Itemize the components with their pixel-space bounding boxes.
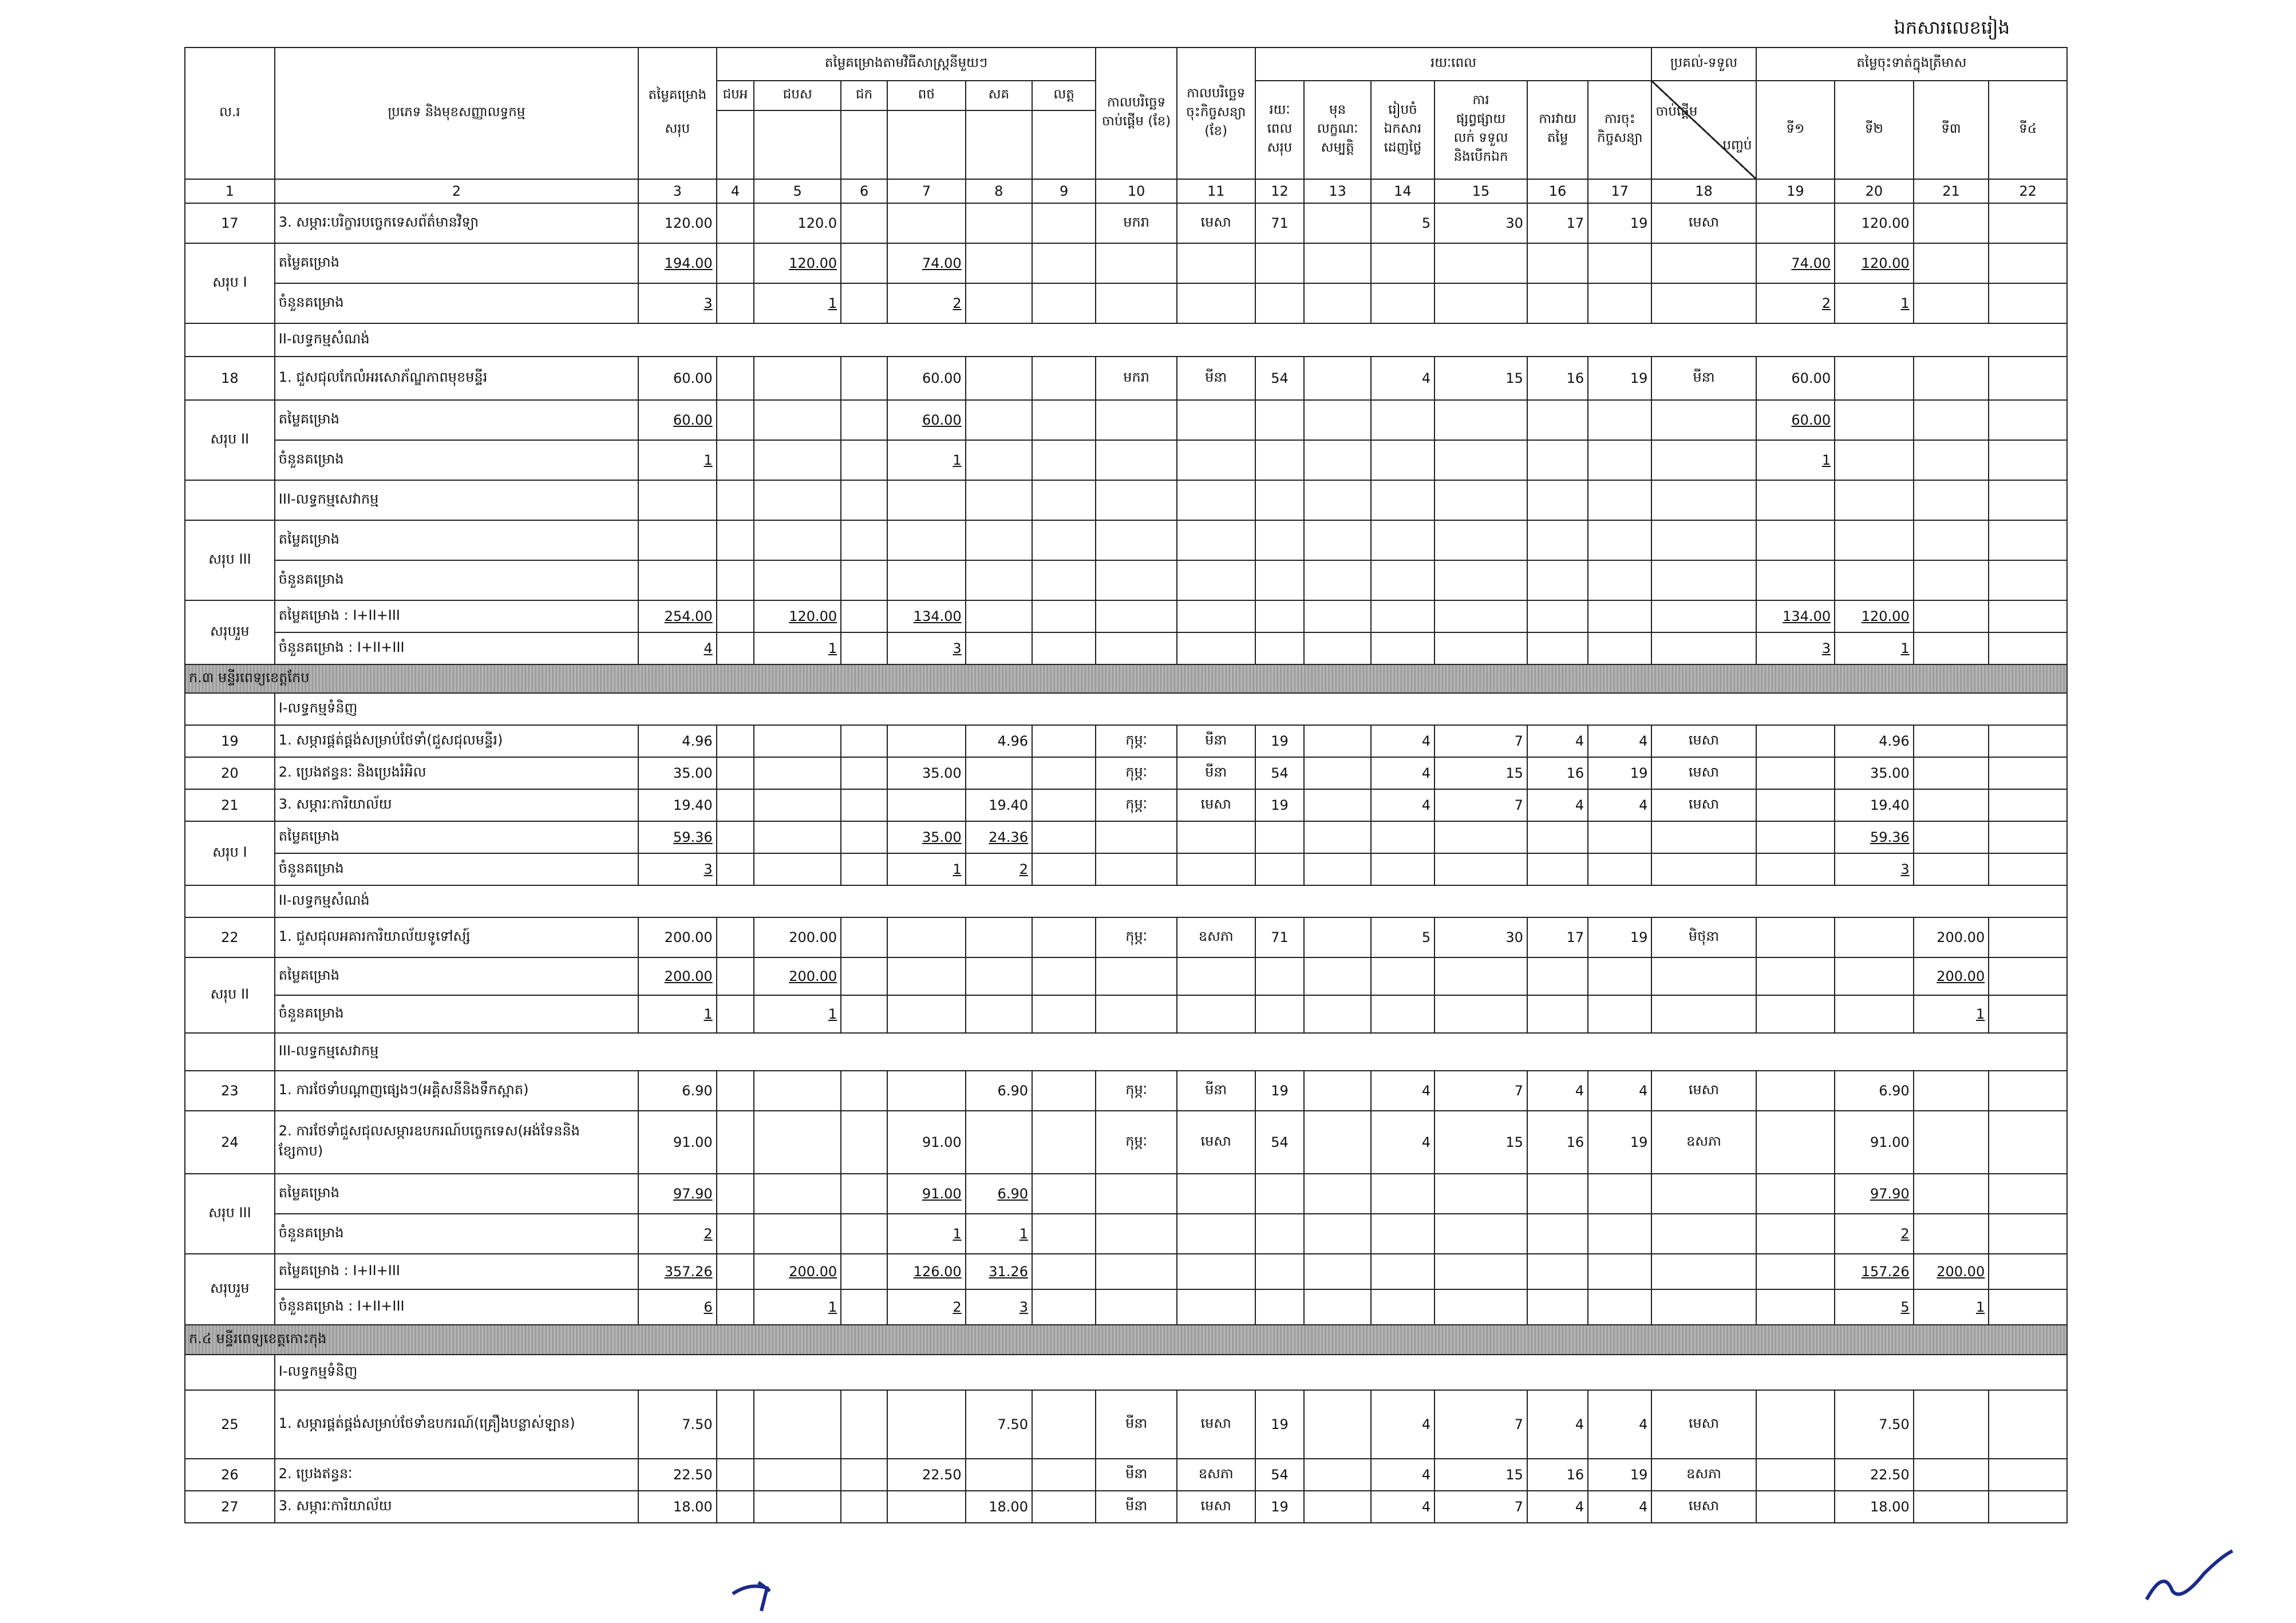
header-delivery: ប្រគល់-ទទួល: [1651, 47, 1756, 81]
header-contract-date: កាលបរិច្ឆេទ ចុះកិច្ចសន្យា (ខែ): [1177, 47, 1255, 179]
total-row: សរុបរួម តម្លៃគម្រោង : I+II+III 357.26 200.00 126.00 31.26 157.26 200.00: [185, 1254, 2067, 1289]
subtotal-row: សរុប II តម្លៃគម្រោង 200.00 200.00 200.00: [185, 957, 2067, 995]
header-dur-docs: រៀបចំ ឯកសារ ដេញថ្លៃ: [1371, 81, 1434, 179]
table-row: 22 1. ជួសជុលអគារការិយាល័យទូទៅស្ស៍ 200.00 200.00 កុម្ភៈ ឧសភា 71 5 30 17 19 មិថុនា 200.00: [185, 917, 2067, 957]
section-row: I-លទ្ធកម្មទំនិញ: [185, 693, 2067, 725]
header-dur-preq: មុន លក្ខណៈ សម្បត្តិ: [1304, 81, 1370, 179]
header-quarter-group: តម្លៃចុះទាត់ក្នុងត្រីមាស: [1756, 47, 2067, 81]
table-row: 26 2. ប្រេងឥន្ធនៈ 22.50 22.50 មីនា ឧសភា 54 4 15 16 19 ឧសភា 22.50: [185, 1459, 2067, 1491]
subtotal-count-row: ចំនួនគម្រោង 3 1 2 3: [185, 853, 2067, 885]
header-est-total: តម្លៃគម្រោង សរុប: [638, 47, 717, 179]
subtotal-row: សរុប III តម្លៃគម្រោង 97.90 91.00 6.90 97.90: [185, 1174, 2067, 1214]
subtotal-count-row: ចំនួនគម្រោង 3 1 2 2 1: [185, 283, 2067, 323]
section-row: I-លទ្ធកម្មទំនិញ: [185, 1355, 2067, 1390]
header-type: ប្រភេទ និងមុខសញ្ញាលទ្ធកម្ម: [275, 47, 638, 179]
subtotal-count-row: ចំនួនគម្រោង 1 1 1: [185, 440, 2067, 480]
table-row: 27 3. សម្ភារៈការិយាល័យ 18.00 18.00 មីនា មេសា 19 4 7 4 4 មេសា 18.00: [185, 1491, 2067, 1523]
header-duration-group: រយៈពេល: [1255, 47, 1652, 81]
section-row: II-លទ្ធកម្មសំណង់: [185, 323, 2067, 357]
section-band-kep: ក.៣ មន្ទីរពេទ្យខេត្តកែប: [185, 664, 2067, 693]
column-index-row: 1 2 3 4 5 6 7 8 9 10 11 12 13 14 15 16 17 18 19 20 21 22: [185, 179, 2067, 203]
header-dur-eval: ការវាយ តម្លៃ: [1527, 81, 1588, 179]
header-dur-total: រយៈ ពេល សរុប: [1255, 81, 1305, 179]
table-row: 19 1. សម្ភារផ្គត់ផ្គង់សម្រាប់ថែទាំ(ជួសជុលមន្ទីរ) 4.96 4.96 កុម្ភៈ មីនា 19 4 7 4 4 មេសា 4.96: [185, 725, 2067, 757]
header-q4: ទី៤: [1989, 81, 2067, 179]
header-method-jk: ជក: [841, 81, 887, 110]
subtotal-row: សរុប III តម្លៃគម្រោង: [185, 520, 2067, 560]
subtotal-count-row: ចំនួនគម្រោង 2 1 1 2: [185, 1214, 2067, 1254]
initial-mark-right: [2141, 1545, 2238, 1608]
table-row: 17 3. សម្ភារៈបរិក្ខារបច្ចេកទេសព័ត៌មានវិទ្យា 120.00 120.0 មករា មេសា 71 5 30 17 19 មេសា 120.00: [185, 203, 2067, 243]
header-dur-contract: ការចុះ កិច្ចសន្យា: [1588, 81, 1651, 179]
document-reference-label: ឯកសារលេខរៀង: [1894, 17, 2010, 38]
table-row: 25 1. សម្ភារផ្គត់ផ្គង់សម្រាប់ថែទាំឧបករណ៍(គ្រឿងបន្លាស់ឡាន) 7.50 7.50 មីនា មេសា 19 4 7 4 4 មេសា 7.50: [185, 1390, 2067, 1459]
table-row: 21 3. សម្ភារៈការិយាល័យ 19.40 19.40 កុម្ភៈ មេសា 19 4 7 4 4 មេសា 19.40: [185, 789, 2067, 821]
subtotal-row: សរុប II តម្លៃគម្រោង 60.00 60.00 60.00: [185, 400, 2067, 440]
total-row: សរុបរួម តម្លៃគម្រោង : I+II+III 254.00 120.00 134.00 134.00 120.00: [185, 600, 2067, 632]
header-method-lt: លត្ត: [1032, 81, 1096, 110]
header-method-sk: សគ: [966, 81, 1032, 110]
procurement-plan-table: [184, 47, 2068, 1523]
subtotal-row: សរុប I តម្លៃគម្រោង 59.36 35.00 24.36 59.36: [185, 821, 2067, 853]
table-row: 20 2. ប្រេងឥន្ធនៈ និងប្រេងរំអិល 35.00 35.00 កុម្ភៈ មីនា 54 4 15 16 19 មេសា 35.00: [185, 757, 2067, 789]
header-delivery-split: ចាប់ផ្ដើម បញ្ចប់: [1651, 81, 1756, 179]
header-q1: ទី១: [1756, 81, 1835, 179]
total-count-row: ចំនួនគម្រោង : I+II+III 4 1 3 3 1: [185, 632, 2067, 664]
section-row: III-លទ្ធកម្មសេវាកម្ម: [185, 1033, 2067, 1071]
header-method-group: តម្លៃគម្រោងតាមវិធីសាស្ត្រនីមួយៗ: [717, 47, 1096, 81]
table-row: 23 1. ការថែទាំបណ្ដាញផ្សេងៗ(អគ្គិសនីនិងទឹកស្អាត) 6.90 6.90 កុម្ភៈ មីនា 19 4 7 4 4 មេសា 6.90: [185, 1071, 2067, 1111]
header-start-date: កាលបរិច្ឆេទ ចាប់ផ្ដើម (ខែ): [1096, 47, 1177, 179]
header-method-jbs: ជបស: [754, 81, 841, 110]
initial-mark-left: [727, 1571, 796, 1617]
table-row: 24 2. ការថែទាំជួសជុលសម្ភារឧបករណ៍បច្ចេកទេស(អង់ទែននិង ខ្សែកាប) 91.00 91.00 កុម្ភៈ មេសា 54 4 15 16 19 ឧសភា 91.00: [185, 1111, 2067, 1174]
section-row: II-លទ្ធកម្មសំណង់: [185, 885, 2067, 917]
subtotal-row: សរុប I តម្លៃគម្រោង 194.00 120.00 74.00 74.00 120.00: [185, 243, 2067, 283]
total-count-row: ចំនួនគម្រោង : I+II+III 6 1 2 3 5 1: [185, 1289, 2067, 1325]
header-q2: ទី២: [1835, 81, 1914, 179]
header-dur-advert: ការ ផ្សព្វផ្សាយ លក់ ទទួល និងបើកឯក: [1434, 81, 1527, 179]
header-method-pth: ពថ: [887, 81, 966, 110]
subtotal-count-row: ចំនួនគម្រោង: [185, 560, 2067, 600]
header-q3: ទី៣: [1914, 81, 1989, 179]
header-no: ល.រ: [185, 47, 275, 179]
header-method-jba: ជបអ: [717, 81, 754, 110]
section-row: III-លទ្ធកម្មសេវាកម្ម: [185, 480, 2067, 520]
table-row: 18 1. ជួសជុលកែលំអរសោភ័ណ្ឌភាពមុខមន្ទីរ 60.00 60.00 មករា មីនា 54 4 15 16 19 មីនា 60.00: [185, 357, 2067, 400]
subtotal-count-row: ចំនួនគម្រោង 1 1 1: [185, 995, 2067, 1033]
section-band-koh-kong: ក.៤ មន្ទីរពេទ្យខេត្តកោះកុង: [185, 1325, 2067, 1355]
